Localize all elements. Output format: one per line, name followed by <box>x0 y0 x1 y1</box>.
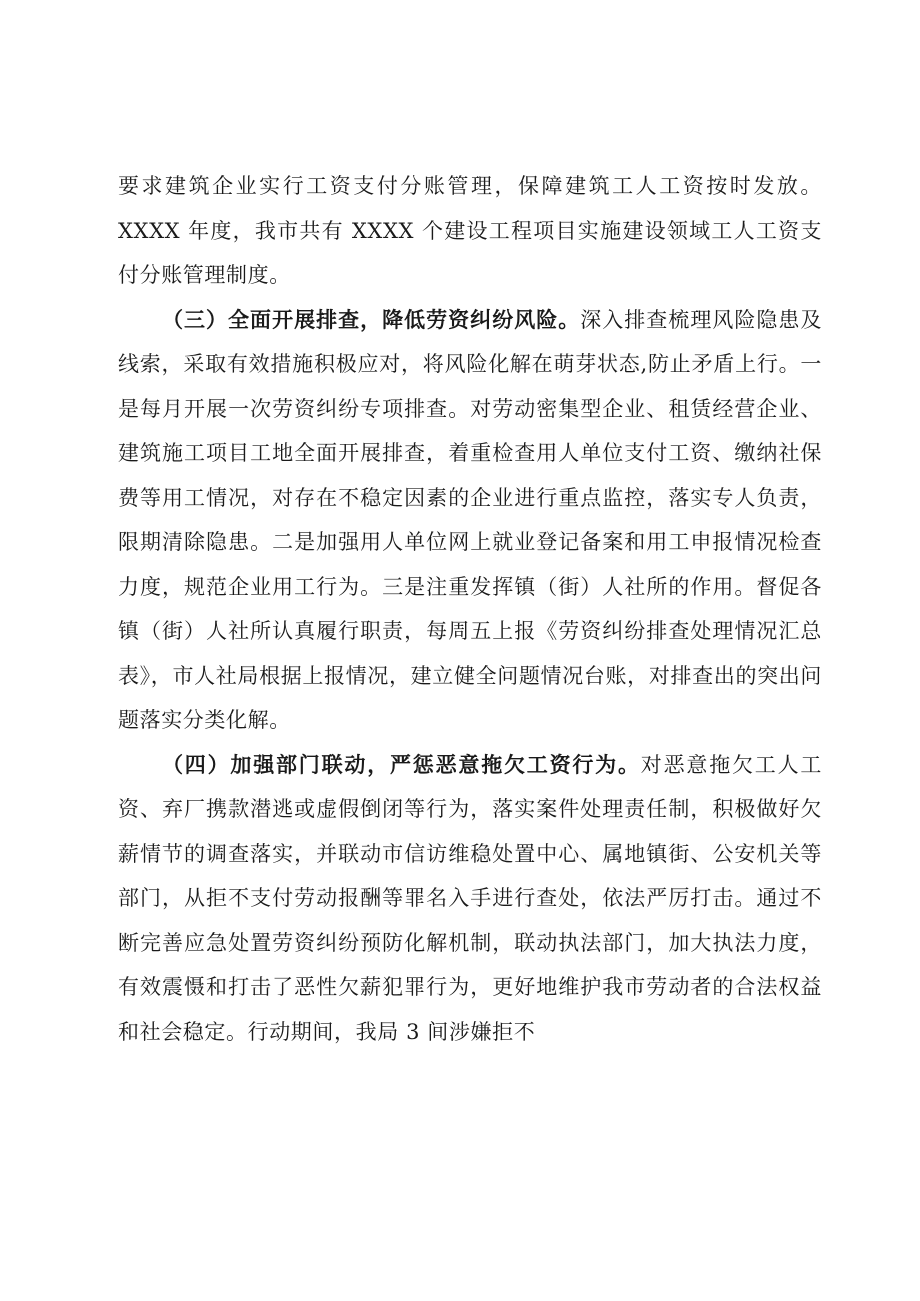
section-heading-4: （四）加强部门联动，严惩恶意拖欠工资行为。 <box>162 751 641 777</box>
paragraph-text: 要求建筑企业实行工资支付分账管理，保障建筑工人工资按时发放。XXXX 年度，我市共有 XXXX 个建设工程项目实施建设领域工人工资支付分账管理制度。 <box>118 174 822 287</box>
document-body <box>118 164 822 1054</box>
paragraph-section-4 <box>118 743 822 1055</box>
section-heading-3: （三）全面开展排查，降低劳资纠纷风险。 <box>162 306 581 332</box>
paragraph-section-3 <box>118 298 822 743</box>
paragraph-text: 对恶意拖欠工人工资、弃厂携款潜逃或虚假倒闭等行为，落实案件处理责任制，积极做好欠薪情节的调查落实，并联动市信访维稳处置中心、属地镇街、公安机关等部门，从拒不支付劳动报酬等罪名入手进行查处，依法严厉打击。通过不断完善应急处置劳资纠纷预防化解机制，联动执法部门，加大执法力度，有效震慑和打击了恶性欠薪犯罪行为，更好地维护我市劳动者的合法权益和社会稳定。行动期间，我局 3 间涉嫌拒不 <box>118 752 822 1044</box>
paragraph-text: 深入排查梳理风险隐患及线索，采取有效措施积极应对，将风险化解在萌芽状态,防止矛盾上行。一是每月开展一次劳资纠纷专项排查。对劳动密集型企业、租赁经营企业、建筑施工项目工地全面开展排查，着重检查用人单位支付工资、缴纳社保费等用工情况，对存在不稳定因素的企业进行重点监控，落实专人负责，限期清除隐患。二是加强用人单位网上就业登记备案和用工申报情况检查力度，规范企业用工行为。三是注重发挥镇（街）人社所的作用。督促各镇（街）人社所认真履行职责，每周五上报《劳资纠纷排查处理情况汇总表》，市人社局根据上报情况，建立健全问题情况台账，对排查出的突出问题落实分类化解。 <box>118 307 822 732</box>
paragraph-continuation <box>118 164 822 298</box>
